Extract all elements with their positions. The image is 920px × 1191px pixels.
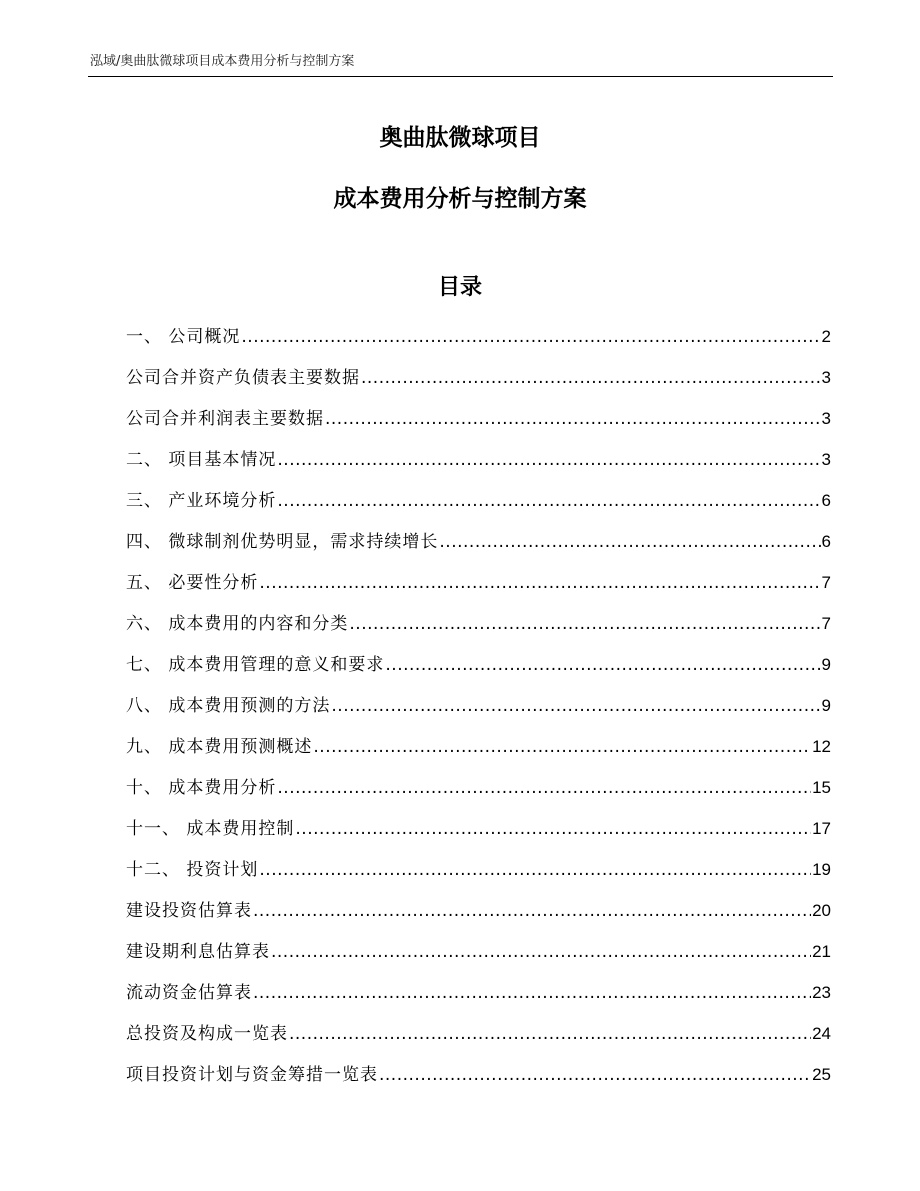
toc-entry-label: 建设期利息估算表 <box>126 942 270 962</box>
toc-dot-leader <box>439 527 820 557</box>
toc-entry-page-number: 12 <box>812 737 831 756</box>
toc-entry-label: 七、 成本费用管理的意义和要求 <box>126 655 385 675</box>
toc-entry-page-number: 9 <box>821 655 831 674</box>
toc-entry[interactable] <box>126 363 831 404</box>
toc-entry[interactable] <box>126 650 831 691</box>
document-title-line-1: 奥曲肽微球项目 <box>379 125 541 151</box>
toc-entry-page-number: 21 <box>812 942 831 961</box>
toc-dot-leader <box>313 732 811 762</box>
toc-dot-leader <box>289 1019 811 1049</box>
toc-entry[interactable] <box>126 568 831 609</box>
toc-entry-page-number: 6 <box>821 532 831 551</box>
toc-entry-label: 十、 成本费用分析 <box>126 778 277 798</box>
toc-entry[interactable] <box>126 855 831 896</box>
toc-entry[interactable] <box>126 896 831 937</box>
toc-heading: 目录 <box>437 275 482 300</box>
toc-entry-page-number: 24 <box>812 1024 831 1043</box>
toc-entry-label: 一、 公司概况 <box>126 327 241 347</box>
toc-entry[interactable] <box>126 978 831 1019</box>
toc-dot-leader <box>325 404 821 434</box>
toc-entry-page-number: 25 <box>812 1065 831 1084</box>
toc-dot-leader <box>277 773 811 803</box>
toc-entry-page-number: 3 <box>821 368 831 387</box>
toc-entry-label: 二、 项目基本情况 <box>126 450 277 470</box>
toc-entry-label: 五、 必要性分析 <box>126 573 259 593</box>
toc-entry-label: 流动资金估算表 <box>126 983 252 1003</box>
toc-entry-page-number: 6 <box>821 491 831 510</box>
toc-dot-leader <box>295 814 811 844</box>
toc-dot-leader <box>385 650 820 680</box>
toc-dot-leader <box>349 609 820 639</box>
toc-entry-label: 建设投资估算表 <box>126 901 252 921</box>
header-divider <box>88 76 833 77</box>
toc-entry[interactable] <box>126 773 831 814</box>
table-of-contents <box>126 322 831 1101</box>
toc-entry-page-number: 3 <box>821 450 831 469</box>
toc-entry-label: 六、 成本费用的内容和分类 <box>126 614 349 634</box>
toc-entry-label: 十二、 投资计划 <box>126 860 259 880</box>
toc-dot-leader <box>259 568 820 598</box>
toc-entry[interactable] <box>126 527 831 568</box>
toc-entry[interactable] <box>126 937 831 978</box>
toc-dot-leader <box>259 855 811 885</box>
toc-entry[interactable] <box>126 732 831 773</box>
toc-entry-label: 十一、 成本费用控制 <box>126 819 295 839</box>
toc-entry-page-number: 7 <box>821 573 831 592</box>
toc-dot-leader <box>331 691 820 721</box>
toc-entry-page-number: 2 <box>821 327 831 346</box>
toc-entry-label: 项目投资计划与资金筹措一览表 <box>126 1065 378 1085</box>
toc-entry-page-number: 23 <box>812 983 831 1002</box>
toc-entry[interactable] <box>126 486 831 527</box>
toc-entry-page-number: 19 <box>812 860 831 879</box>
toc-entry-page-number: 17 <box>812 819 831 838</box>
toc-dot-leader <box>379 1060 811 1090</box>
toc-entry[interactable] <box>126 322 831 363</box>
toc-entry-label: 公司合并资产负债表主要数据 <box>126 368 360 388</box>
toc-entry-page-number: 9 <box>821 696 831 715</box>
toc-entry[interactable] <box>126 609 831 650</box>
toc-entry[interactable] <box>126 691 831 732</box>
toc-dot-leader <box>253 896 811 926</box>
toc-entry-page-number: 20 <box>812 901 831 920</box>
toc-dot-leader <box>277 445 820 475</box>
toc-entry-page-number: 3 <box>821 409 831 428</box>
toc-entry[interactable] <box>126 1019 831 1060</box>
toc-entry-label: 公司合并利润表主要数据 <box>126 409 324 429</box>
running-header: 泓域/奥曲肽微球项目成本费用分析与控制方案 <box>90 54 355 69</box>
document-title-line-2: 成本费用分析与控制方案 <box>333 186 587 212</box>
toc-entry-label: 八、 成本费用预测的方法 <box>126 696 331 716</box>
toc-dot-leader <box>241 322 820 352</box>
toc-dot-leader <box>253 978 811 1008</box>
toc-dot-leader <box>277 486 820 516</box>
toc-entry[interactable] <box>126 814 831 855</box>
toc-entry-label: 四、 微球制剂优势明显，需求持续增长 <box>126 532 439 552</box>
toc-dot-leader <box>271 937 811 967</box>
toc-entry[interactable] <box>126 1060 831 1101</box>
toc-entry-label: 三、 产业环境分析 <box>126 491 277 511</box>
toc-entry-page-number: 7 <box>821 614 831 633</box>
toc-entry-label: 九、 成本费用预测概述 <box>126 737 313 757</box>
toc-entry[interactable] <box>126 404 831 445</box>
toc-entry[interactable] <box>126 445 831 486</box>
toc-dot-leader <box>361 363 821 393</box>
toc-entry-page-number: 15 <box>812 778 831 797</box>
toc-entry-label: 总投资及构成一览表 <box>126 1024 288 1044</box>
